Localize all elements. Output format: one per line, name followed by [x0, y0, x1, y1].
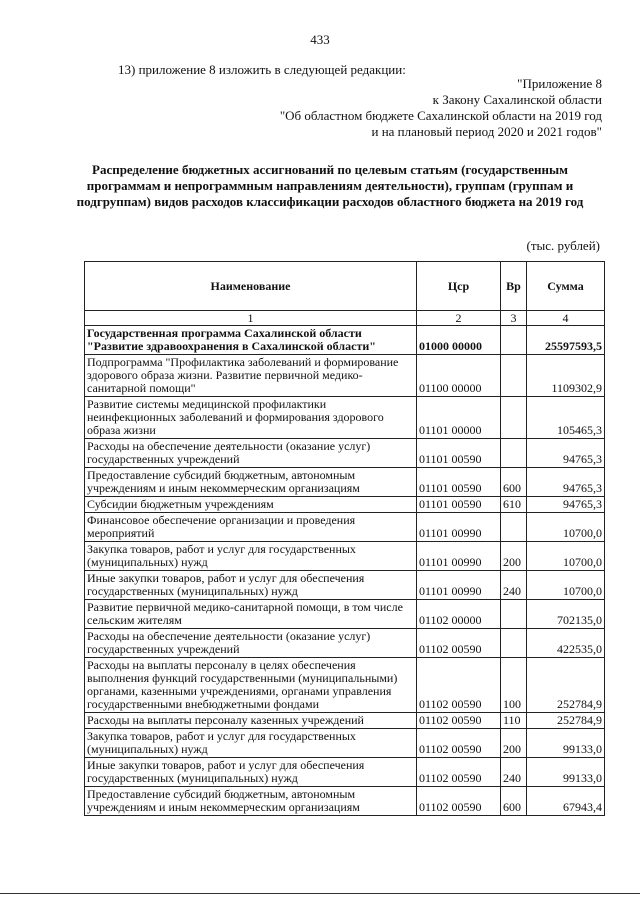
row-sum-cell: 10700,0 — [527, 542, 605, 571]
page-number: 433 — [310, 32, 330, 47]
appendix-ref-line: "Приложение 8 — [517, 76, 602, 91]
row-vr-cell: 610 — [501, 497, 527, 513]
row-name-cell: Расходы на обеспечение деятельности (оказание услуг) государственных учреждений — [85, 439, 417, 468]
table-row — [85, 629, 605, 658]
row-sum-cell: 1109302,9 — [527, 355, 605, 397]
row-vr-cell: 100 — [501, 658, 527, 713]
row-name-cell: Государственная программа Сахалинской области "Развитие здравоохранения в Сахалинской области" — [85, 326, 417, 355]
table-row — [85, 468, 605, 497]
row-vr-cell: 240 — [501, 571, 527, 600]
appendix-reference — [280, 76, 602, 140]
row-name-cell: Расходы на выплаты персоналу казенных учреждений — [85, 713, 417, 729]
row-csr-cell: 01102 00590 — [417, 713, 501, 729]
row-csr-cell: 01101 00590 — [417, 497, 501, 513]
row-csr-cell: 01102 00590 — [417, 758, 501, 787]
table-row — [85, 729, 605, 758]
row-vr-cell: 600 — [501, 468, 527, 497]
row-name-cell: Предоставление субсидий бюджетным, автономным учреждениям и иным некоммерческим организациям — [85, 787, 417, 816]
intro-line: 13) приложение 8 изложить в следующей редакции: — [118, 62, 406, 77]
row-csr-cell: 01101 00000 — [417, 397, 501, 439]
row-sum-cell: 422535,0 — [527, 629, 605, 658]
row-vr-cell — [501, 439, 527, 468]
row-sum-cell: 94765,3 — [527, 497, 605, 513]
row-sum-cell: 252784,9 — [527, 713, 605, 729]
document-title: Распределение бюджетных ассигнований по целевым статьям (государственным программам и непрограммным направлениям деятельности), группам (группам и подгруппам) видов расходов классификации расходов областного бюджета на 2019 год — [76, 162, 584, 209]
units-label: (тыс. рублей) — [526, 238, 600, 253]
row-vr-cell — [501, 513, 527, 542]
table-row — [85, 439, 605, 468]
column-number: 4 — [527, 311, 605, 326]
row-vr-cell: 110 — [501, 713, 527, 729]
row-csr-cell: 01000 00000 — [417, 326, 501, 355]
row-vr-cell: 240 — [501, 758, 527, 787]
row-csr-cell: 01100 00000 — [417, 355, 501, 397]
header-name: Наименование — [85, 262, 417, 311]
table-row — [85, 787, 605, 816]
row-sum-cell: 10700,0 — [527, 571, 605, 600]
column-number-row — [85, 311, 605, 326]
header-vr: Вр — [501, 262, 527, 311]
bottom-rule — [0, 893, 640, 894]
table-row — [85, 571, 605, 600]
table-row — [85, 513, 605, 542]
row-vr-cell: 600 — [501, 787, 527, 816]
row-vr-cell: 200 — [501, 729, 527, 758]
row-sum-cell: 25597593,5 — [527, 326, 605, 355]
row-vr-cell — [501, 355, 527, 397]
row-vr-cell — [501, 629, 527, 658]
row-sum-cell: 99133,0 — [527, 758, 605, 787]
row-name-cell: Развитие первичной медико-санитарной помощи, в том числе сельским жителям — [85, 600, 417, 629]
row-name-cell: Иные закупки товаров, работ и услуг для обеспечения государственных (муниципальных) нужд — [85, 571, 417, 600]
row-sum-cell: 99133,0 — [527, 729, 605, 758]
row-csr-cell: 01102 00590 — [417, 787, 501, 816]
table-row — [85, 326, 605, 355]
row-sum-cell: 94765,3 — [527, 468, 605, 497]
row-name-cell: Субсидии бюджетным учреждениям — [85, 497, 417, 513]
table-row — [85, 758, 605, 787]
appendix-ref-line: к Закону Сахалинской области — [432, 92, 602, 107]
budget-table — [84, 261, 605, 816]
appendix-ref-line: и на плановый период 2020 и 2021 годов" — [371, 124, 602, 139]
row-csr-cell: 01101 00590 — [417, 468, 501, 497]
table-row — [85, 600, 605, 629]
row-vr-cell — [501, 326, 527, 355]
header-sum: Сумма — [527, 262, 605, 311]
appendix-ref-line: "Об областном бюджете Сахалинской области на 2019 год — [279, 108, 602, 123]
row-name-cell: Расходы на обеспечение деятельности (оказание услуг) государственных учреждений — [85, 629, 417, 658]
row-name-cell: Закупка товаров, работ и услуг для государственных (муниципальных) нужд — [85, 542, 417, 571]
table-row — [85, 658, 605, 713]
row-name-cell: Иные закупки товаров, работ и услуг для обеспечения государственных (муниципальных) нужд — [85, 758, 417, 787]
row-name-cell: Расходы на выплаты персоналу в целях обеспечения выполнения функций государственными (муниципальными) органами, казенными учреждениями, органами управления государственными внебюджетными фондами — [85, 658, 417, 713]
row-vr-cell: 200 — [501, 542, 527, 571]
row-csr-cell: 01102 00590 — [417, 629, 501, 658]
header-csr: Цср — [417, 262, 501, 311]
row-csr-cell: 01102 00590 — [417, 729, 501, 758]
table-row — [85, 355, 605, 397]
row-csr-cell: 01101 00590 — [417, 439, 501, 468]
row-csr-cell: 01101 00990 — [417, 513, 501, 542]
row-name-cell: Подпрограмма "Профилактика заболеваний и формирование здорового образа жизни. Развитие первичной медико-санитарной помощи" — [85, 355, 417, 397]
row-sum-cell: 252784,9 — [527, 658, 605, 713]
row-name-cell: Финансовое обеспечение организации и проведения мероприятий — [85, 513, 417, 542]
row-csr-cell: 01102 00000 — [417, 600, 501, 629]
table-row — [85, 713, 605, 729]
row-name-cell: Предоставление субсидий бюджетным, автономным учреждениям и иным некоммерческим организациям — [85, 468, 417, 497]
row-sum-cell: 105465,3 — [527, 397, 605, 439]
row-sum-cell: 10700,0 — [527, 513, 605, 542]
table-row — [85, 542, 605, 571]
row-vr-cell — [501, 397, 527, 439]
column-number: 3 — [501, 311, 527, 326]
row-sum-cell: 702135,0 — [527, 600, 605, 629]
row-name-cell: Развитие системы медицинской профилактики неинфекционных заболеваний и формирования здорового образа жизни — [85, 397, 417, 439]
table-header-row — [85, 262, 605, 311]
row-sum-cell: 67943,4 — [527, 787, 605, 816]
row-csr-cell: 01101 00990 — [417, 571, 501, 600]
table-row — [85, 497, 605, 513]
row-sum-cell: 94765,3 — [527, 439, 605, 468]
row-csr-cell: 01101 00990 — [417, 542, 501, 571]
column-number: 1 — [85, 311, 417, 326]
column-number: 2 — [417, 311, 501, 326]
row-name-cell: Закупка товаров, работ и услуг для государственных (муниципальных) нужд — [85, 729, 417, 758]
row-csr-cell: 01102 00590 — [417, 658, 501, 713]
row-vr-cell — [501, 600, 527, 629]
table-row — [85, 397, 605, 439]
